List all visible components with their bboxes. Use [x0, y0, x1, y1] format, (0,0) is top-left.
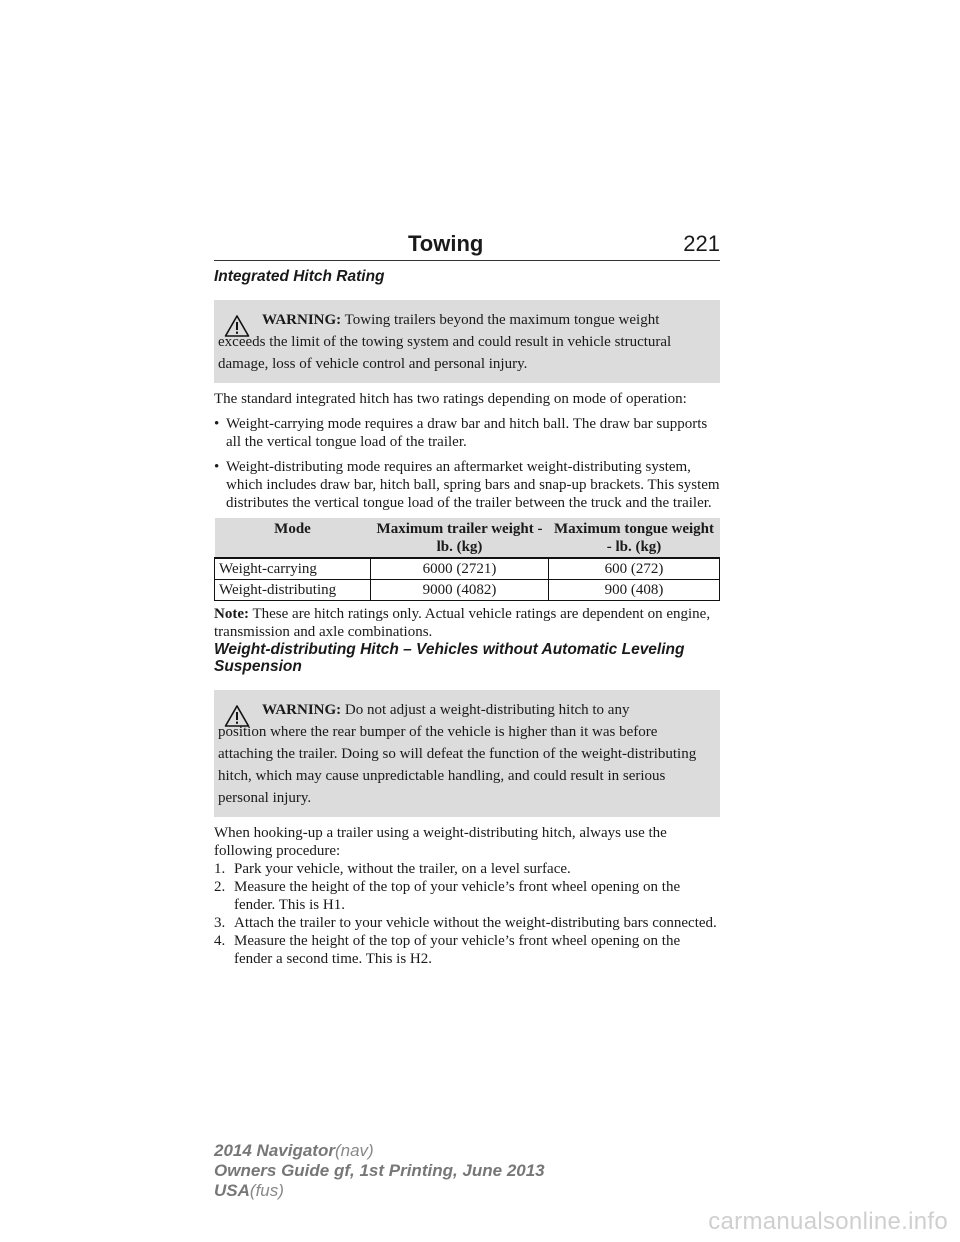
table-cell: Weight-carrying: [215, 558, 371, 580]
step-number: 2.: [214, 879, 226, 895]
procedure-intro: When hooking-up a trailer using a weight-distributing hitch, always use the following procedure:: [214, 825, 667, 859]
step-text: Measure the height of the top of your vehicle’s front wheel opening on the fender. This is H1.: [234, 879, 681, 913]
warning-first-line: [262, 699, 714, 721]
warning-text-rest: position where the rear bumper of the vehicle is higher than it was before attaching the trailer. Doing so will defeat the function of the weight-distributing hitch, which may cause unpredictable handling, and could result in serious personal injury.: [218, 724, 697, 806]
note-label: Note:: [214, 606, 249, 622]
hitch-rating-table: [214, 518, 720, 601]
watermark: carmanualsonline.info: [708, 1208, 948, 1235]
step-text: Attach the trailer to your vehicle without the weight-distributing bars connected.: [234, 915, 717, 931]
footer-market: USA: [214, 1181, 250, 1200]
page-content: [214, 268, 720, 968]
column-header-trailer-weight: Maximum trailer weight - lb. (kg): [371, 518, 549, 558]
table-cell: 900 (408): [549, 580, 720, 601]
page-header: [214, 232, 720, 261]
list-item: [214, 458, 720, 512]
warning-triangle-icon: [224, 704, 250, 728]
list-item: [214, 860, 720, 878]
bullet-icon: •: [214, 459, 220, 475]
footer-line-market: [214, 1181, 545, 1201]
bullet-text: Weight-distributing mode requires an aftermarket weight-distributing system, which includes draw bar, hitch ball, spring bars and snap-up brackets. This system distributes the vertical tongue load of the trailer between the truck and the trailer.: [226, 459, 720, 511]
warning-label: WARNING:: [262, 702, 342, 718]
step-number: 4.: [214, 933, 226, 949]
table-header-row: [215, 518, 720, 558]
list-item: [214, 878, 720, 914]
section-heading-weight-distributing: Weight-distributing Hitch – Vehicles without Automatic Leveling Suspension: [214, 641, 685, 675]
warning-text-start: Towing trailers beyond the maximum tongue weight: [344, 312, 660, 328]
list-item: [214, 914, 720, 932]
warning-label: WARNING:: [262, 312, 342, 328]
warning-triangle-icon: [224, 314, 250, 338]
footer-model: 2014 Navigator: [214, 1141, 335, 1160]
chapter-title: Towing: [408, 231, 484, 256]
table-row: [215, 580, 720, 601]
footer-model-code: (nav): [334, 1141, 374, 1160]
step-number: 3.: [214, 915, 226, 931]
warning-text-start: Do not adjust a weight-distributing hitch to any: [344, 702, 630, 718]
warning-first-line: [262, 309, 714, 331]
section-heading-integrated-hitch: Integrated Hitch Rating: [214, 268, 385, 285]
footer-line-printing: Owners Guide gf, 1st Printing, June 2013: [214, 1161, 545, 1180]
warning-text-rest: exceeds the limit of the towing system and could result in vehicle structural damage, loss of vehicle control and personal injury.: [218, 334, 672, 372]
table-cell: Weight-distributing: [215, 580, 371, 601]
table-row: [215, 558, 720, 580]
warning-box: [214, 300, 720, 383]
intro-paragraph: The standard integrated hitch has two ratings depending on mode of operation:: [214, 391, 687, 407]
list-item: [214, 932, 720, 968]
bullet-icon: •: [214, 416, 220, 432]
column-header-tongue-weight: Maximum tongue weight - lb. (kg): [549, 518, 720, 558]
column-header-mode: Mode: [215, 518, 371, 558]
note-text: These are hitch ratings only. Actual vehicle ratings are dependent on engine, transmission and axle combinations.: [214, 606, 711, 640]
step-number: 1.: [214, 861, 226, 877]
table-cell: 6000 (2721): [371, 558, 549, 580]
procedure-steps: [214, 860, 720, 968]
page-number: 221: [683, 231, 720, 256]
bullet-text: Weight-carrying mode requires a draw bar and hitch ball. The draw bar supports all the vertical tongue load of the trailer.: [226, 416, 708, 450]
table-cell: 600 (272): [549, 558, 720, 580]
footer-line-model: [214, 1141, 545, 1161]
note-paragraph: [214, 605, 720, 641]
page-footer: [214, 1141, 545, 1201]
warning-box: [214, 690, 720, 817]
step-text: Park your vehicle, without the trailer, on a level surface.: [234, 861, 571, 877]
list-item: [214, 415, 720, 451]
table-cell: 9000 (4082): [371, 580, 549, 601]
step-text: Measure the height of the top of your vehicle’s front wheel opening on the fender a second time. This is H2.: [234, 933, 681, 967]
footer-market-code: (fus): [249, 1181, 284, 1200]
